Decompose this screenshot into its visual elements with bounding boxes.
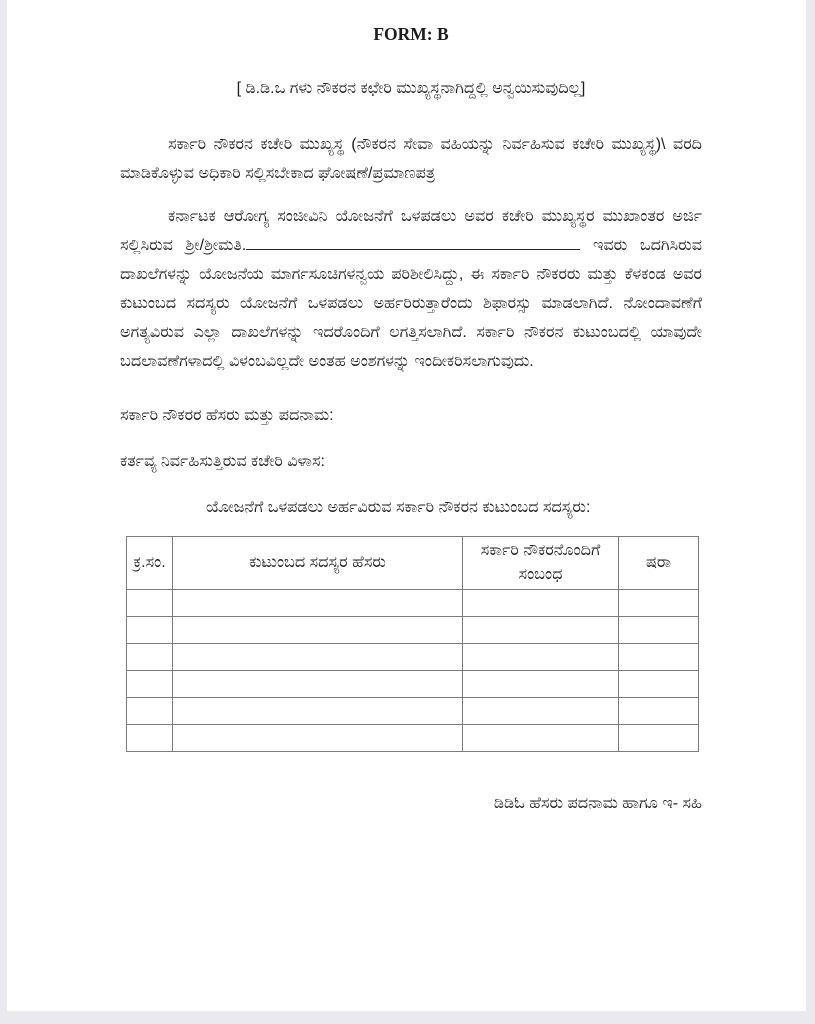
header-member-name: ಕುಟುಂಬದ ಸದಸ್ಯರ ಹೆಸರು — [173, 537, 463, 590]
form-subtitle-bracket: [ ಡಿ.ಡಿ.ಒ ಗಳು ನೌಕರನ ಕಛೇರಿ ಮುಖ್ಯಸ್ಥನಾಗಿದ್ದಲ್ಲಿ ಅನ್ವಯಿಸುವುದಿಲ್ಲ] — [236, 80, 586, 97]
table-cell — [619, 590, 699, 617]
family-members-table — [126, 536, 699, 752]
table-row — [127, 644, 699, 671]
table-row — [127, 590, 699, 617]
table-cell — [619, 698, 699, 725]
table-cell — [173, 698, 463, 725]
header-remarks: ಷರಾ — [619, 537, 699, 590]
table-row — [127, 671, 699, 698]
declaration-body-paragraph — [120, 202, 702, 376]
form-title: FORM: B — [373, 24, 449, 44]
table-cell — [127, 617, 173, 644]
table-cell — [127, 644, 173, 671]
table-cell — [127, 725, 173, 752]
applicant-name-blank-line — [246, 234, 580, 250]
table-cell — [127, 590, 173, 617]
header-relation: ಸರ್ಕಾರಿ ನೌಕರನೊಂದಿಗೆ ಸಂಬಂಧ — [463, 537, 619, 590]
table-cell — [127, 698, 173, 725]
table-cell — [463, 644, 619, 671]
table-cell — [619, 671, 699, 698]
table-cell — [619, 617, 699, 644]
table-cell — [173, 644, 463, 671]
employee-name-designation-label: ಸರ್ಕಾರಿ ನೌಕರರ ಹೆಸರು ಮತ್ತು ಪದನಾಮ: — [120, 407, 334, 424]
table-cell — [463, 671, 619, 698]
table-cell — [463, 698, 619, 725]
table-cell — [127, 671, 173, 698]
office-address-label: ಕರ್ತವ್ಯ ನಿರ್ವಹಿಸುತ್ತಿರುವ ಕಚೇರಿ ವಿಳಾಸ: — [120, 453, 325, 470]
table-cell — [173, 725, 463, 752]
table-cell — [173, 617, 463, 644]
table-cell — [463, 590, 619, 617]
family-table-body — [127, 590, 699, 752]
body-text-before-blank: ಕರ್ನಾಟಕ ಆರೋಗ್ಯ ಸಂಜೀವಿನಿ ಯೋಜನೆಗೆ ಒಳಪಡಲು ಅವರ ಕಚೇರಿ ಮುಖ್ಯಸ್ಥರ ಮುಖಾಂತರ ಅರ್ಜಿ ಸಲ್ಲಿಸಿರುವ ಶ್ರೀ/ಶ್ರೀಮತಿ. — [120, 208, 702, 254]
table-row — [127, 725, 699, 752]
header-serial-number: ಕ್ರ.ಸಂ. — [127, 537, 173, 590]
table-row — [127, 617, 699, 644]
table-cell — [463, 617, 619, 644]
table-cell — [619, 644, 699, 671]
body-text-after-blank: ಇವರು ಒದಗಿಸಿರುವ ದಾಖಲೆಗಳನ್ನು ಯೋಜನೆಯ ಮಾರ್ಗಸೂಚಿಗಳನ್ವಯ ಪರಿಶೀಲಿಸಿದ್ದು, ಈ ಸರ್ಕಾರಿ ನೌಕರರು ಮತ್ತು ಕೆಳಕಂಡ ಅವರ ಕುಟುಂಬದ ಸದಸ್ಯರು ಯೋಜನೆಗೆ ಒಳಪಡಲು ಅರ್ಹರಿರುತ್ತಾರೆಂದು ಶಿಫಾರಸ್ಸು ಮಾಡಲಾಗಿದೆ. ನೋಂದಾವಣೆಗೆ ಅಗತ್ಯವಿರುವ ಎಲ್ಲಾ ದಾಖಲೆಗಳನ್ನು ಇದರೊಂದಿಗೆ ಲಗತ್ತಿಸಲಾಗಿದೆ. ಸರ್ಕಾರಿ ನೌಕರನ ಕುಟುಂಬದಲ್ಲಿ ಯಾವುದೇ ಬದಲಾವಣೆಗಳಾದಲ್ಲಿ ವಿಳಂಬವಿಲ್ಲದೇ ಅಂತಹ ಅಂಶಗಳನ್ನು ಇಂದೀಕರಿಸಲಾಗುವುದು. — [120, 237, 702, 370]
table-cell — [173, 671, 463, 698]
table-cell — [173, 590, 463, 617]
table-cell — [463, 725, 619, 752]
document-page — [7, 0, 806, 1011]
table-row — [127, 698, 699, 725]
table-cell — [619, 725, 699, 752]
family-table-header — [127, 537, 699, 590]
document-content — [7, 0, 806, 818]
family-members-table-caption: ಯೋಜನೆಗೆ ಒಳಪಡಲು ಅರ್ಹವಿರುವ ಸರ್ಕಾರಿ ನೌಕರನ ಕುಟುಂಬದ ಸದಸ್ಯರು: — [206, 499, 591, 516]
ddo-signature-line: ಡಿಡಿಓ ಹೆಸರು ಪದನಾಮ ಹಾಗೂ ಇ- ಸಹಿ — [493, 795, 702, 812]
table-header-row — [127, 537, 699, 590]
declaration-intro-paragraph: ಸರ್ಕಾರಿ ನೌಕರನ ಕಚೇರಿ ಮುಖ್ಯಸ್ಥ (ನೌಕರನ ಸೇವಾ ವಹಿಯನ್ನು ನಿರ್ವಹಿಸುವ ಕಚೇರಿ ಮುಖ್ಯಸ್ಥ)\ ವರದಿ ಮಾಡಿಕೊಳ್ಳುವ ಅಧಿಕಾರಿ ಸಲ್ಲಿಸಬೇಕಾದ ಘೋಷಣೆ/ಪ್ರಮಾಣಪತ್ರ — [120, 136, 702, 182]
